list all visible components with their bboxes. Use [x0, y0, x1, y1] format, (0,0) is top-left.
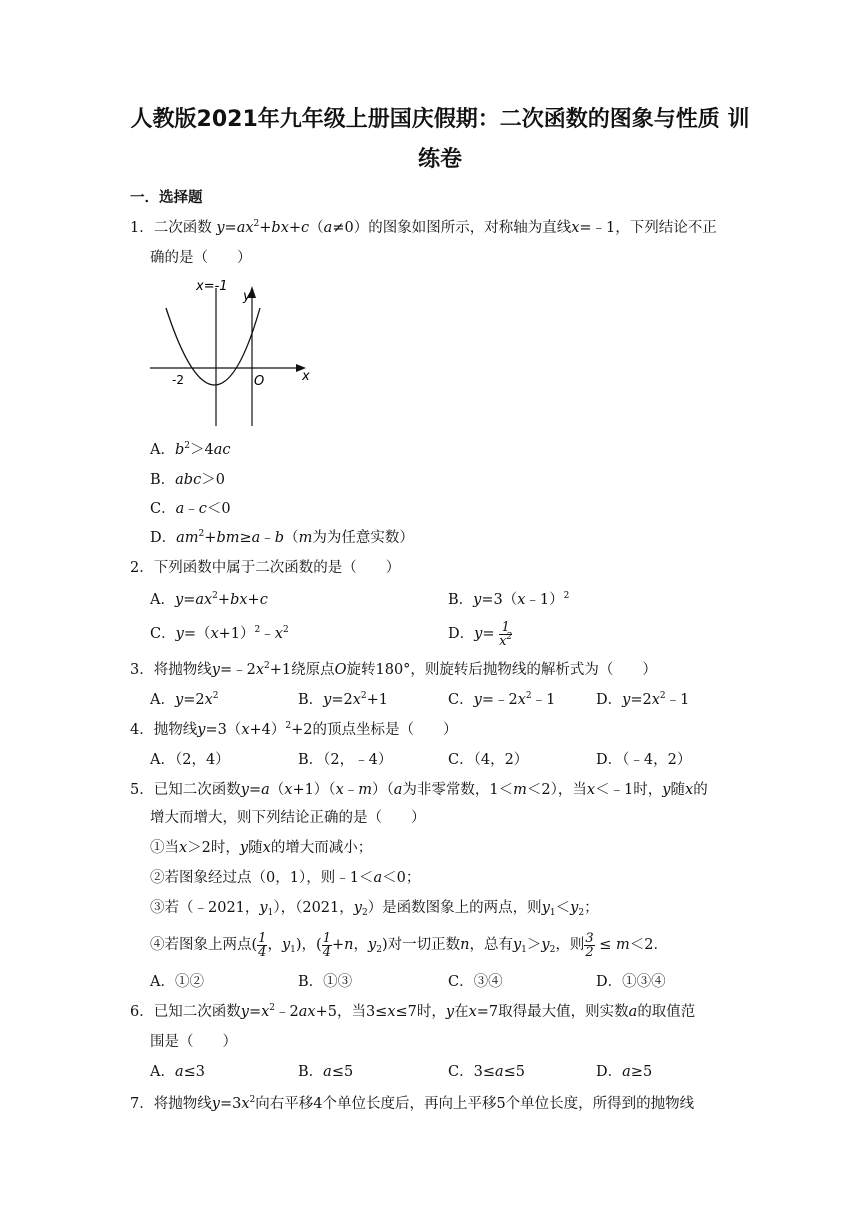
question-2-option-d[interactable]: D．y= $\frac{1}{x^2}$ — [448, 619, 513, 649]
question-5-statement-3: ③若（﹣2021，$y_1$），（2021，$y_2$）是函数图象上的两点，则$y_1<y_2$； — [150, 900, 599, 918]
question-2-option-a[interactable]: A．$y=ax^2+bx+c$ — [150, 591, 268, 608]
question-7-stem: 7．将抛物线$y=3x^2$向右平移4个单位长度后，再向上平移5个单位长度，所得到的抛物线 — [130, 1095, 695, 1112]
origin-label: O — [254, 374, 265, 389]
question-5-line-1: 5．已知二次函数y=a（x+1）（x﹣m）（a为非零常数，1＜m＜2），当x＜﹣1时，y随x的 — [130, 782, 708, 798]
question-1-option-b[interactable]: B．abc＞0 — [150, 472, 225, 488]
symmetry-axis-label: x=-1 — [196, 279, 228, 294]
question-6-line-2: 围是（ ） — [150, 1034, 237, 1050]
question-1-line-2: 确的是（ ） — [150, 250, 252, 266]
question-5-line-2: 增大而增大，则下列结论正确的是（ ） — [150, 810, 426, 826]
question-4-option-d[interactable]: D．（﹣4，2） — [596, 752, 692, 768]
question-5-option-b[interactable]: B．①③ — [298, 974, 353, 990]
question-3-option-a[interactable]: A．$y=2x^2$ — [150, 691, 219, 708]
question-4-option-c[interactable]: C．（4，2） — [448, 752, 529, 768]
page-title-continued: 练卷 — [417, 147, 462, 172]
question-1-option-a[interactable]: A．$b^2>4ac$ — [150, 441, 231, 458]
question-4-option-a[interactable]: A．（2，4） — [150, 752, 230, 768]
question-6-option-c[interactable]: C．3≤a≤5 — [448, 1064, 526, 1080]
question-1-line-1: 1．二次函数 $y=ax^2+bx+c(a\ne 0)$的图象如图所示，对称轴为直线x=﹣1，下列结论不正 — [130, 219, 717, 236]
question-1-option-c[interactable]: C．a﹣c＜0 — [150, 501, 231, 517]
question-1-parabola-graph — [146, 278, 316, 428]
question-3-option-c[interactable]: C．$y=﹣2x^2﹣1$ — [448, 691, 556, 708]
question-5-option-c[interactable]: C．③④ — [448, 974, 503, 990]
question-3-option-b[interactable]: B．$y=2x^2+1$ — [298, 691, 389, 708]
question-5-option-d[interactable]: D．①③④ — [596, 974, 666, 990]
question-6-line-1: 6．已知二次函数$y=x^2﹣2ax+5$，当3≤x≤7时，y在x=7取得最大值，则实数a的取值范 — [130, 1003, 696, 1020]
x-axis-label: x — [302, 369, 310, 384]
question-5-statement-1: ①当x＞2时，y随x的增大而减小； — [150, 840, 373, 856]
question-3-option-d[interactable]: D．$y=2x^2﹣1$ — [596, 691, 690, 708]
question-2-stem: 2．下列函数中属于二次函数的是（ ） — [130, 560, 401, 576]
question-4-option-b[interactable]: B．（2，﹣4） — [298, 752, 393, 768]
question-6-option-b[interactable]: B．a≤5 — [298, 1064, 354, 1080]
question-5-option-a[interactable]: A．①② — [150, 974, 204, 990]
tick-label-neg2: -2 — [172, 373, 184, 387]
question-2-option-b[interactable]: B．y=3（x﹣1）$^2$ — [448, 591, 570, 608]
question-1-option-d[interactable]: D．$am^2+bm\ge a﹣b(m$为为任意实数） — [150, 529, 414, 546]
question-4-stem: 4．抛物线$y=3(x+4)^2+2$的顶点坐标是（ ） — [130, 721, 458, 738]
question-2-option-c[interactable]: C．$y=(x+1)^2﹣x^2$ — [150, 625, 289, 642]
section-heading: 一．选择题 — [130, 190, 203, 206]
page-title: 人教版2021年九年级上册国庆假期：二次函数的图象与性质 训 — [130, 107, 750, 132]
question-6-option-d[interactable]: D．a≥5 — [596, 1064, 653, 1080]
question-5-statement-4: ④若图象上两点( $\frac{1}{4}$ ，$y_1$)，( $\frac{1}{4}$ +n，$y_2$)对一切正数n，总有$y_1>y_2$，则 $\frac{3}{2}$ ≤ m＜2． — [150, 930, 668, 960]
question-6-option-a[interactable]: A．a≤3 — [150, 1064, 206, 1080]
question-3-stem: 3．将抛物线$y=﹣2x^2+1$绕原点O旋转180°，则旋转后抛物线的解析式为（ ） — [130, 661, 657, 678]
y-axis-label: y — [243, 289, 251, 304]
question-5-statement-2: ②若图象经过点（0，1），则﹣1＜a＜0； — [150, 870, 421, 886]
